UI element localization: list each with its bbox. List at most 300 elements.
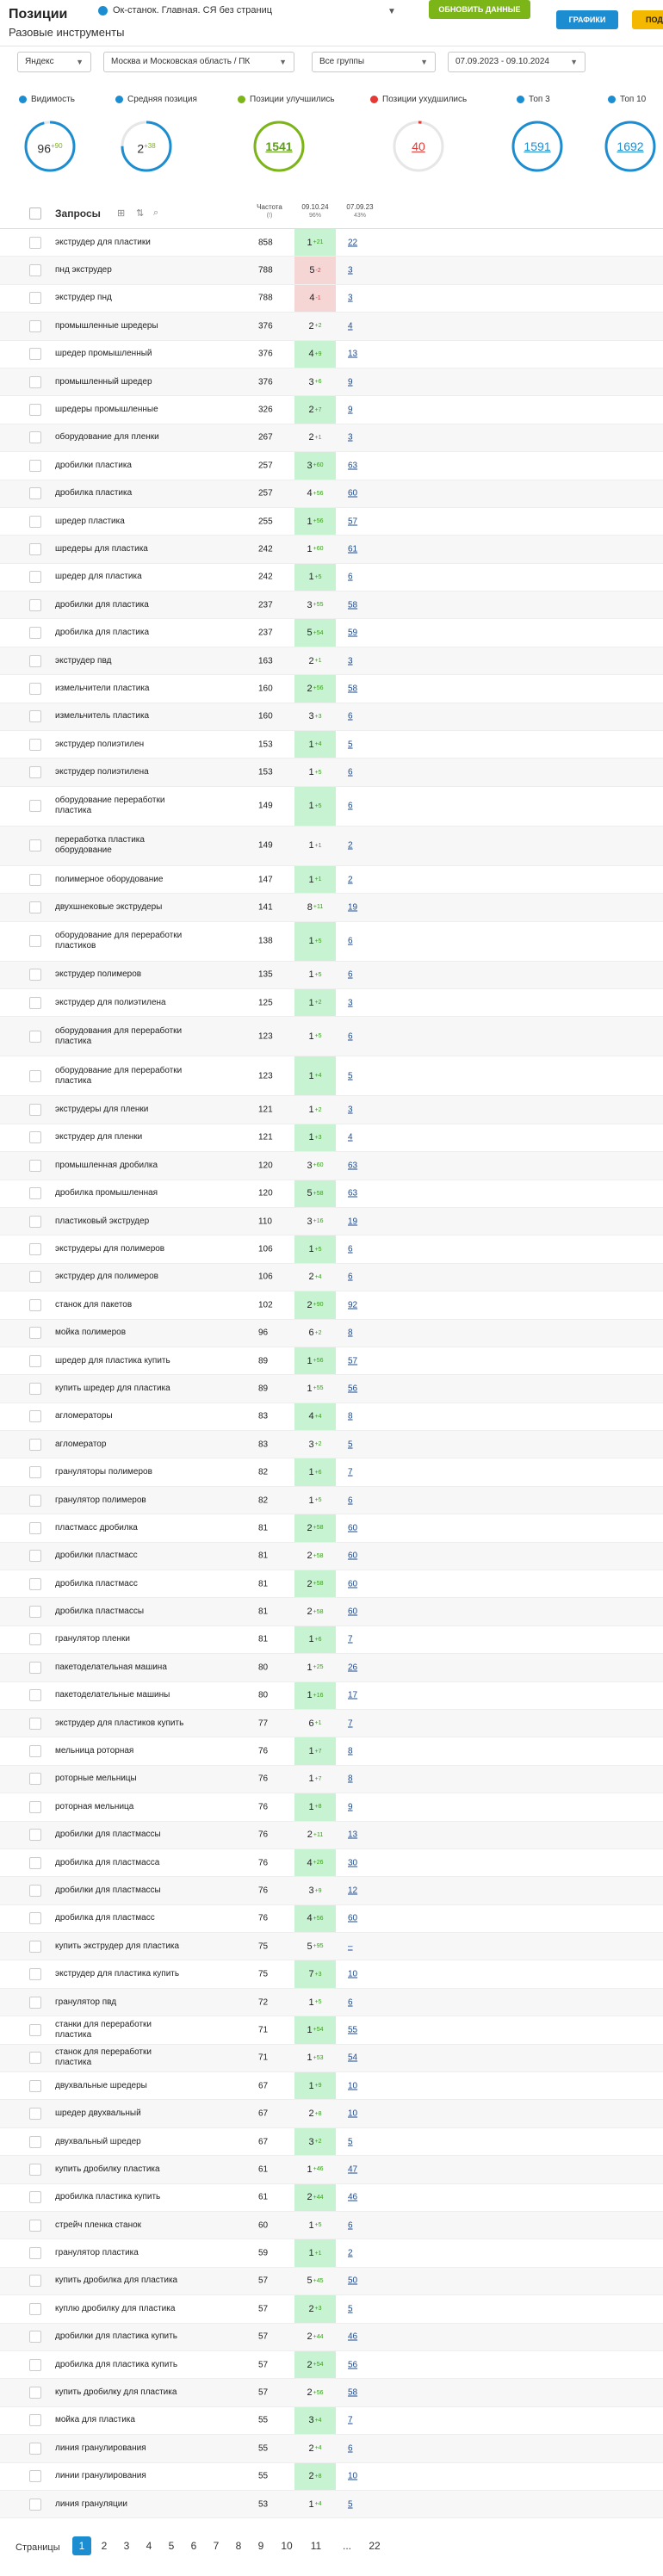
table-row[interactable] bbox=[0, 1737, 663, 1765]
query-text: дробилка промышленная bbox=[55, 1188, 158, 1198]
table-row[interactable] bbox=[0, 1208, 663, 1235]
previous-position-link[interactable]: 6 bbox=[348, 1244, 353, 1254]
previous-position-link[interactable]: 92 bbox=[348, 1300, 358, 1310]
table-row[interactable] bbox=[0, 1431, 663, 1458]
gauge-0[interactable] bbox=[22, 119, 77, 174]
table-row[interactable] bbox=[0, 1458, 663, 1486]
previous-position-link[interactable]: – bbox=[348, 1941, 353, 1952]
position-delta: +55 bbox=[313, 1385, 324, 1392]
query-frequency: 135 bbox=[258, 969, 273, 980]
previous-position-link[interactable]: 3 bbox=[348, 1105, 353, 1115]
engine-select[interactable] bbox=[17, 52, 91, 72]
row-checkbox[interactable] bbox=[29, 1271, 41, 1283]
previous-position-link[interactable]: 56 bbox=[348, 1384, 358, 1394]
previous-position-link[interactable]: 26 bbox=[348, 1663, 358, 1673]
row-checkbox[interactable] bbox=[29, 404, 41, 416]
table-row[interactable] bbox=[0, 1849, 663, 1877]
previous-position-link[interactable]: 5 bbox=[348, 1071, 353, 1081]
table-row[interactable] bbox=[0, 1487, 663, 1514]
row-checkbox[interactable] bbox=[29, 2303, 41, 2315]
table-row[interactable] bbox=[0, 591, 663, 619]
row-checkbox[interactable] bbox=[29, 2414, 41, 2426]
row-checkbox[interactable] bbox=[29, 460, 41, 472]
previous-position-link[interactable]: 6 bbox=[348, 1495, 353, 1506]
query-text: двухвальные шредеры bbox=[55, 2080, 147, 2090]
row-checkbox[interactable] bbox=[29, 800, 41, 812]
row-checkbox[interactable] bbox=[29, 2136, 41, 2148]
page-button[interactable]: 4 bbox=[146, 2540, 152, 2552]
table-row[interactable] bbox=[0, 1989, 663, 2016]
table-row[interactable] bbox=[0, 2212, 663, 2239]
table-row[interactable] bbox=[0, 229, 663, 257]
table-row[interactable] bbox=[0, 2324, 663, 2351]
page-button[interactable]: 1 bbox=[72, 2536, 91, 2555]
previous-position-link[interactable]: 3 bbox=[348, 998, 353, 1008]
row-checkbox[interactable] bbox=[29, 1829, 41, 1841]
previous-position-link[interactable]: 9 bbox=[348, 1802, 353, 1812]
select-all-checkbox[interactable] bbox=[29, 207, 41, 220]
previous-position-link[interactable]: 60 bbox=[348, 1607, 358, 1617]
table-row[interactable] bbox=[0, 285, 663, 313]
query-text: купить дробилка для пластика bbox=[55, 2276, 178, 2286]
table-row[interactable] bbox=[0, 2184, 663, 2212]
table-row[interactable] bbox=[0, 1905, 663, 1933]
row-checkbox[interactable] bbox=[29, 1857, 41, 1869]
table-row[interactable] bbox=[0, 1056, 663, 1096]
page-button[interactable]: 10 bbox=[281, 2540, 293, 2552]
table-row[interactable] bbox=[0, 564, 663, 591]
row-checkbox[interactable] bbox=[29, 2052, 41, 2064]
previous-position-link[interactable]: 6 bbox=[348, 2443, 353, 2454]
previous-position-link[interactable]: 57 bbox=[348, 517, 358, 527]
row-checkbox[interactable] bbox=[29, 1662, 41, 1674]
previous-position-link[interactable]: 60 bbox=[348, 1913, 358, 1923]
table-row[interactable] bbox=[0, 1264, 663, 1291]
gauge-3[interactable] bbox=[391, 119, 446, 174]
row-checkbox[interactable] bbox=[29, 1745, 41, 1757]
previous-position-link[interactable]: 9 bbox=[348, 405, 353, 415]
previous-position-link[interactable]: 63 bbox=[348, 461, 358, 471]
chevron-down-icon[interactable]: ▼ bbox=[387, 7, 396, 16]
previous-position-link[interactable]: 13 bbox=[348, 349, 358, 359]
previous-position-link[interactable]: 59 bbox=[348, 628, 358, 638]
extra-button[interactable]: ПОД bbox=[632, 10, 663, 29]
previous-position-link[interactable]: 47 bbox=[348, 2164, 358, 2175]
table-row[interactable] bbox=[0, 424, 663, 452]
table-row[interactable] bbox=[0, 894, 663, 921]
previous-position-link[interactable]: 56 bbox=[348, 2360, 358, 2370]
row-checkbox[interactable] bbox=[29, 997, 41, 1009]
table-row[interactable] bbox=[0, 1096, 663, 1124]
frequency-header[interactable] bbox=[255, 203, 284, 219]
row-checkbox[interactable] bbox=[29, 655, 41, 667]
row-checkbox[interactable] bbox=[29, 2191, 41, 2203]
row-checkbox[interactable] bbox=[29, 683, 41, 695]
table-row[interactable] bbox=[0, 731, 663, 759]
previous-position-link[interactable]: 46 bbox=[348, 2331, 358, 2342]
table-row[interactable] bbox=[0, 866, 663, 894]
previous-position-link[interactable]: 60 bbox=[348, 488, 358, 498]
row-checkbox[interactable] bbox=[29, 1327, 41, 1339]
table-row[interactable] bbox=[0, 1235, 663, 1263]
previous-position-link[interactable]: 63 bbox=[348, 1161, 358, 1171]
previous-position-link[interactable]: 7 bbox=[348, 1718, 353, 1729]
row-checkbox[interactable] bbox=[29, 627, 41, 639]
table-row[interactable] bbox=[0, 1933, 663, 1960]
row-checkbox[interactable] bbox=[29, 237, 41, 249]
row-checkbox[interactable] bbox=[29, 1160, 41, 1172]
row-checkbox[interactable] bbox=[29, 1941, 41, 1953]
previous-position-link[interactable]: 5 bbox=[348, 740, 353, 750]
previous-position-link[interactable]: 61 bbox=[348, 544, 358, 554]
row-checkbox[interactable] bbox=[29, 901, 41, 913]
previous-position-link[interactable]: 10 bbox=[348, 2471, 358, 2481]
table-row[interactable] bbox=[0, 1403, 663, 1431]
region-select[interactable] bbox=[103, 52, 294, 72]
table-row[interactable] bbox=[0, 619, 663, 647]
previous-position-link[interactable]: 6 bbox=[348, 969, 353, 980]
table-row[interactable] bbox=[0, 2435, 663, 2462]
table-row[interactable] bbox=[0, 787, 663, 827]
legend-improved[interactable] bbox=[238, 95, 335, 104]
previous-position-link[interactable]: 6 bbox=[348, 572, 353, 582]
table-row[interactable] bbox=[0, 1682, 663, 1710]
query-frequency: 76 bbox=[258, 1913, 269, 1923]
row-checkbox[interactable] bbox=[29, 1495, 41, 1507]
previous-position-link[interactable]: 8 bbox=[348, 1746, 353, 1756]
table-row[interactable] bbox=[0, 2295, 663, 2323]
table-row[interactable] bbox=[0, 508, 663, 536]
table-row[interactable] bbox=[0, 1654, 663, 1681]
row-checkbox[interactable] bbox=[29, 1550, 41, 1562]
row-checkbox[interactable] bbox=[29, 1070, 41, 1082]
previous-position-link[interactable]: 6 bbox=[348, 2220, 353, 2231]
previous-position-link[interactable]: 10 bbox=[348, 1969, 358, 1979]
row-checkbox[interactable] bbox=[29, 1606, 41, 1618]
row-checkbox[interactable] bbox=[29, 599, 41, 611]
queries-header[interactable]: Запросы bbox=[55, 207, 101, 220]
row-checkbox[interactable] bbox=[29, 739, 41, 751]
row-checkbox[interactable] bbox=[29, 2024, 41, 2036]
row-checkbox[interactable] bbox=[29, 2275, 41, 2287]
date2-header[interactable] bbox=[339, 203, 381, 219]
previous-position-link[interactable]: 22 bbox=[348, 238, 358, 248]
table-row[interactable] bbox=[0, 452, 663, 480]
row-checkbox[interactable] bbox=[29, 1522, 41, 1534]
row-checkbox[interactable] bbox=[29, 2470, 41, 2482]
previous-position-link[interactable]: 58 bbox=[348, 2387, 358, 2398]
row-checkbox[interactable] bbox=[29, 2359, 41, 2371]
table-row[interactable] bbox=[0, 1793, 663, 1821]
previous-position-link[interactable]: 58 bbox=[348, 684, 358, 694]
query-text: пластмасс дробилка bbox=[55, 1522, 138, 1533]
previous-position-link[interactable]: 6 bbox=[348, 1272, 353, 1282]
previous-position-link[interactable]: 12 bbox=[348, 1886, 358, 1896]
table-row[interactable] bbox=[0, 2016, 663, 2044]
previous-position-link[interactable]: 2 bbox=[348, 840, 353, 851]
table-row[interactable] bbox=[0, 1320, 663, 1347]
row-checkbox[interactable] bbox=[29, 1718, 41, 1730]
table-row[interactable] bbox=[0, 2491, 663, 2518]
query-text: куплю дробилку для пластика bbox=[55, 2303, 176, 2313]
table-row[interactable] bbox=[0, 536, 663, 563]
row-checkbox[interactable] bbox=[29, 874, 41, 886]
row-checkbox[interactable] bbox=[29, 1885, 41, 1897]
position-delta: +54 bbox=[313, 629, 324, 636]
query-text: грануляторы полимеров bbox=[55, 1467, 152, 1477]
position-delta: +3 bbox=[314, 2306, 322, 2313]
table-row[interactable] bbox=[0, 1710, 663, 1737]
previous-position-link[interactable]: 17 bbox=[348, 1690, 358, 1700]
legend-visibility[interactable] bbox=[19, 95, 75, 104]
previous-position-link[interactable]: 7 bbox=[348, 2415, 353, 2425]
table-row[interactable] bbox=[0, 647, 663, 675]
previous-position-link[interactable]: 8 bbox=[348, 1774, 353, 1784]
previous-position-link[interactable]: 6 bbox=[348, 1997, 353, 2008]
table-row[interactable] bbox=[0, 1960, 663, 1988]
row-checkbox[interactable] bbox=[29, 710, 41, 722]
filter-icon[interactable]: ⊞ bbox=[117, 208, 126, 219]
page-button[interactable]: 8 bbox=[235, 2540, 242, 2552]
previous-position-link[interactable]: 10 bbox=[348, 2081, 358, 2091]
table-row[interactable] bbox=[0, 827, 663, 866]
page-button[interactable]: 22 bbox=[369, 2540, 381, 2552]
row-checkbox[interactable] bbox=[29, 1299, 41, 1311]
table-row[interactable] bbox=[0, 1514, 663, 1542]
table-row[interactable] bbox=[0, 480, 663, 508]
row-checkbox[interactable] bbox=[29, 2164, 41, 2176]
row-checkbox[interactable] bbox=[29, 2331, 41, 2343]
previous-position-link[interactable]: 19 bbox=[348, 1217, 358, 1227]
previous-position-link[interactable]: 13 bbox=[348, 1830, 358, 1840]
row-checkbox[interactable] bbox=[29, 543, 41, 555]
row-checkbox[interactable] bbox=[29, 516, 41, 528]
sort-icon[interactable]: ⇅ bbox=[136, 208, 145, 219]
table-row[interactable] bbox=[0, 2100, 663, 2127]
date1-header-sub: 96% bbox=[308, 213, 321, 219]
table-row[interactable] bbox=[0, 1375, 663, 1403]
row-checkbox[interactable] bbox=[29, 571, 41, 583]
row-checkbox[interactable] bbox=[29, 1243, 41, 1255]
table-row[interactable] bbox=[0, 1291, 663, 1319]
legend-worsened[interactable] bbox=[370, 95, 467, 104]
row-checkbox[interactable] bbox=[29, 2108, 41, 2120]
previous-position-link[interactable]: 2 bbox=[348, 875, 353, 884]
previous-position-link[interactable]: 5 bbox=[348, 2304, 353, 2314]
row-checkbox[interactable] bbox=[29, 935, 41, 947]
previous-position-link[interactable]: 6 bbox=[348, 767, 353, 777]
previous-position-link[interactable]: 4 bbox=[348, 1132, 353, 1142]
query-frequency: 80 bbox=[258, 1690, 269, 1700]
previous-position-link[interactable]: 58 bbox=[348, 600, 358, 610]
legend-top3[interactable] bbox=[517, 95, 550, 104]
table-row[interactable] bbox=[0, 1598, 663, 1625]
gauge-1[interactable] bbox=[119, 119, 174, 174]
previous-position-link[interactable]: 7 bbox=[348, 1634, 353, 1644]
row-checkbox[interactable] bbox=[29, 1578, 41, 1590]
table-row[interactable] bbox=[0, 962, 663, 989]
previous-position-link[interactable]: 60 bbox=[348, 1551, 358, 1561]
previous-position-link[interactable]: 60 bbox=[348, 1523, 358, 1533]
table-row[interactable] bbox=[0, 2128, 663, 2156]
search-icon[interactable]: ⌕ bbox=[153, 207, 159, 218]
row-checkbox[interactable] bbox=[29, 1801, 41, 1813]
page-button[interactable]: 6 bbox=[190, 2540, 197, 2552]
table-row[interactable] bbox=[0, 1570, 663, 1598]
table-row[interactable] bbox=[0, 1766, 663, 1793]
groups-select-value: Все группы bbox=[319, 57, 365, 66]
table-row[interactable] bbox=[0, 2407, 663, 2435]
table-row[interactable] bbox=[0, 2239, 663, 2267]
previous-position-link[interactable]: 50 bbox=[348, 2276, 358, 2286]
table-row[interactable] bbox=[0, 2156, 663, 2183]
previous-position-link[interactable]: 3 bbox=[348, 656, 353, 666]
row-checkbox[interactable] bbox=[29, 1031, 41, 1043]
row-checkbox[interactable] bbox=[29, 1466, 41, 1478]
table-row[interactable] bbox=[0, 1180, 663, 1208]
page-button[interactable]: 9 bbox=[257, 2540, 264, 2552]
row-checkbox[interactable] bbox=[29, 1216, 41, 1228]
table-row[interactable] bbox=[0, 1152, 663, 1180]
page-button[interactable]: 11 bbox=[310, 2540, 322, 2552]
row-checkbox[interactable] bbox=[29, 320, 41, 332]
table-row[interactable] bbox=[0, 703, 663, 731]
table-row[interactable] bbox=[0, 2351, 663, 2379]
date1-header[interactable] bbox=[294, 203, 336, 219]
row-checkbox[interactable] bbox=[29, 1439, 41, 1451]
table-row[interactable] bbox=[0, 1124, 663, 1152]
previous-position-link[interactable]: 4 bbox=[348, 321, 353, 331]
previous-position-link[interactable]: 8 bbox=[348, 1411, 353, 1421]
page-button[interactable]: 5 bbox=[168, 2540, 175, 2552]
table-row[interactable] bbox=[0, 1822, 663, 1849]
table-row[interactable] bbox=[0, 2268, 663, 2295]
row-checkbox[interactable] bbox=[29, 1633, 41, 1645]
legend-top10[interactable] bbox=[608, 95, 646, 104]
gauge-value bbox=[603, 119, 658, 174]
previous-position-link[interactable]: 2 bbox=[348, 2248, 353, 2258]
table-row[interactable] bbox=[0, 989, 663, 1017]
previous-position-link[interactable]: 6 bbox=[348, 711, 353, 721]
previous-position-link[interactable]: 5 bbox=[348, 1440, 353, 1450]
row-checkbox[interactable] bbox=[29, 2499, 41, 2511]
previous-position-link[interactable]: 3 bbox=[348, 293, 353, 303]
table-row[interactable] bbox=[0, 341, 663, 368]
table-row[interactable] bbox=[0, 396, 663, 424]
table-row[interactable] bbox=[0, 2463, 663, 2491]
table-row[interactable] bbox=[0, 1626, 663, 1654]
row-checkbox[interactable] bbox=[29, 376, 41, 388]
table-row[interactable] bbox=[0, 2379, 663, 2406]
table-row[interactable] bbox=[0, 2072, 663, 2100]
previous-position-link[interactable]: 6 bbox=[348, 936, 353, 946]
previous-position-link[interactable]: 30 bbox=[348, 1858, 358, 1868]
row-checkbox[interactable] bbox=[29, 264, 41, 276]
position-delta: +4 bbox=[314, 2445, 322, 2452]
page-button[interactable]: 3 bbox=[123, 2540, 130, 2552]
table-row[interactable] bbox=[0, 1017, 663, 1056]
row-checkbox[interactable] bbox=[29, 1410, 41, 1422]
page-button[interactable]: 2 bbox=[101, 2540, 108, 2552]
row-checkbox[interactable] bbox=[29, 1689, 41, 1701]
row-checkbox[interactable] bbox=[29, 1187, 41, 1199]
table-row[interactable] bbox=[0, 759, 663, 786]
charts-button[interactable]: ГРАФИКИ bbox=[556, 10, 618, 29]
current-position bbox=[294, 1989, 336, 2016]
row-checkbox[interactable] bbox=[29, 2247, 41, 2259]
update-data-button[interactable]: ОБНОВИТЬ ДАННЫЕ bbox=[429, 0, 530, 19]
row-checkbox[interactable] bbox=[29, 1912, 41, 1924]
previous-position-link[interactable]: 60 bbox=[348, 1579, 358, 1589]
table-row[interactable] bbox=[0, 922, 663, 962]
row-checkbox[interactable] bbox=[29, 1773, 41, 1785]
gauge-5[interactable] bbox=[603, 119, 658, 174]
row-checkbox[interactable] bbox=[29, 1104, 41, 1116]
previous-position-link[interactable]: 63 bbox=[348, 1188, 358, 1198]
row-checkbox[interactable] bbox=[29, 431, 41, 443]
row-checkbox[interactable] bbox=[29, 2387, 41, 2399]
row-checkbox[interactable] bbox=[29, 487, 41, 499]
row-checkbox[interactable] bbox=[29, 766, 41, 778]
previous-position-link[interactable]: 6 bbox=[348, 801, 353, 811]
previous-position-link[interactable]: 46 bbox=[348, 2192, 358, 2202]
previous-position-link[interactable]: 7 bbox=[348, 1467, 353, 1477]
row-checkbox[interactable] bbox=[29, 1968, 41, 1980]
previous-position-link[interactable]: 6 bbox=[348, 1031, 353, 1042]
previous-position-link[interactable]: 10 bbox=[348, 2108, 358, 2119]
position-delta: +58 bbox=[313, 1552, 324, 1559]
groups-select[interactable] bbox=[312, 52, 436, 72]
page-button[interactable]: 7 bbox=[213, 2540, 220, 2552]
previous-position-link[interactable]: 9 bbox=[348, 377, 353, 387]
table-row[interactable] bbox=[0, 257, 663, 284]
row-checkbox[interactable] bbox=[29, 2080, 41, 2092]
row-checkbox[interactable] bbox=[29, 969, 41, 981]
previous-position-link[interactable]: 55 bbox=[348, 2025, 358, 2035]
gauge-4[interactable] bbox=[510, 119, 565, 174]
row-checkbox[interactable] bbox=[29, 1131, 41, 1143]
table-row[interactable] bbox=[0, 1877, 663, 1904]
previous-position-link[interactable]: 54 bbox=[348, 2053, 358, 2063]
gauge-2[interactable] bbox=[251, 119, 307, 174]
previous-position-link[interactable]: 57 bbox=[348, 1356, 358, 1366]
previous-position-link[interactable]: 8 bbox=[348, 1328, 353, 1338]
previous-position-link[interactable]: 3 bbox=[348, 265, 353, 276]
date-range-select[interactable] bbox=[448, 52, 586, 72]
row-checkbox[interactable] bbox=[29, 2220, 41, 2232]
legend-avg-position[interactable] bbox=[115, 95, 197, 104]
project-selector[interactable] bbox=[98, 5, 272, 15]
row-checkbox[interactable] bbox=[29, 348, 41, 360]
previous-position-link[interactable]: 3 bbox=[348, 432, 353, 443]
table-row[interactable] bbox=[0, 1543, 663, 1570]
previous-position-link[interactable]: 19 bbox=[348, 902, 358, 913]
query-text: пластиковый экструдер bbox=[55, 1216, 150, 1226]
row-checkbox[interactable] bbox=[29, 839, 41, 851]
table-row[interactable] bbox=[0, 2045, 663, 2072]
table-row[interactable] bbox=[0, 313, 663, 340]
row-checkbox[interactable] bbox=[29, 1383, 41, 1395]
table-row[interactable] bbox=[0, 1347, 663, 1375]
table-row[interactable] bbox=[0, 368, 663, 396]
table-row[interactable] bbox=[0, 675, 663, 703]
row-checkbox[interactable] bbox=[29, 2443, 41, 2455]
row-checkbox[interactable] bbox=[29, 1355, 41, 1367]
row-checkbox[interactable] bbox=[29, 1997, 41, 2009]
previous-position-link[interactable]: 5 bbox=[348, 2499, 353, 2510]
previous-position-link[interactable]: 5 bbox=[348, 2137, 353, 2147]
row-checkbox[interactable] bbox=[29, 292, 41, 304]
